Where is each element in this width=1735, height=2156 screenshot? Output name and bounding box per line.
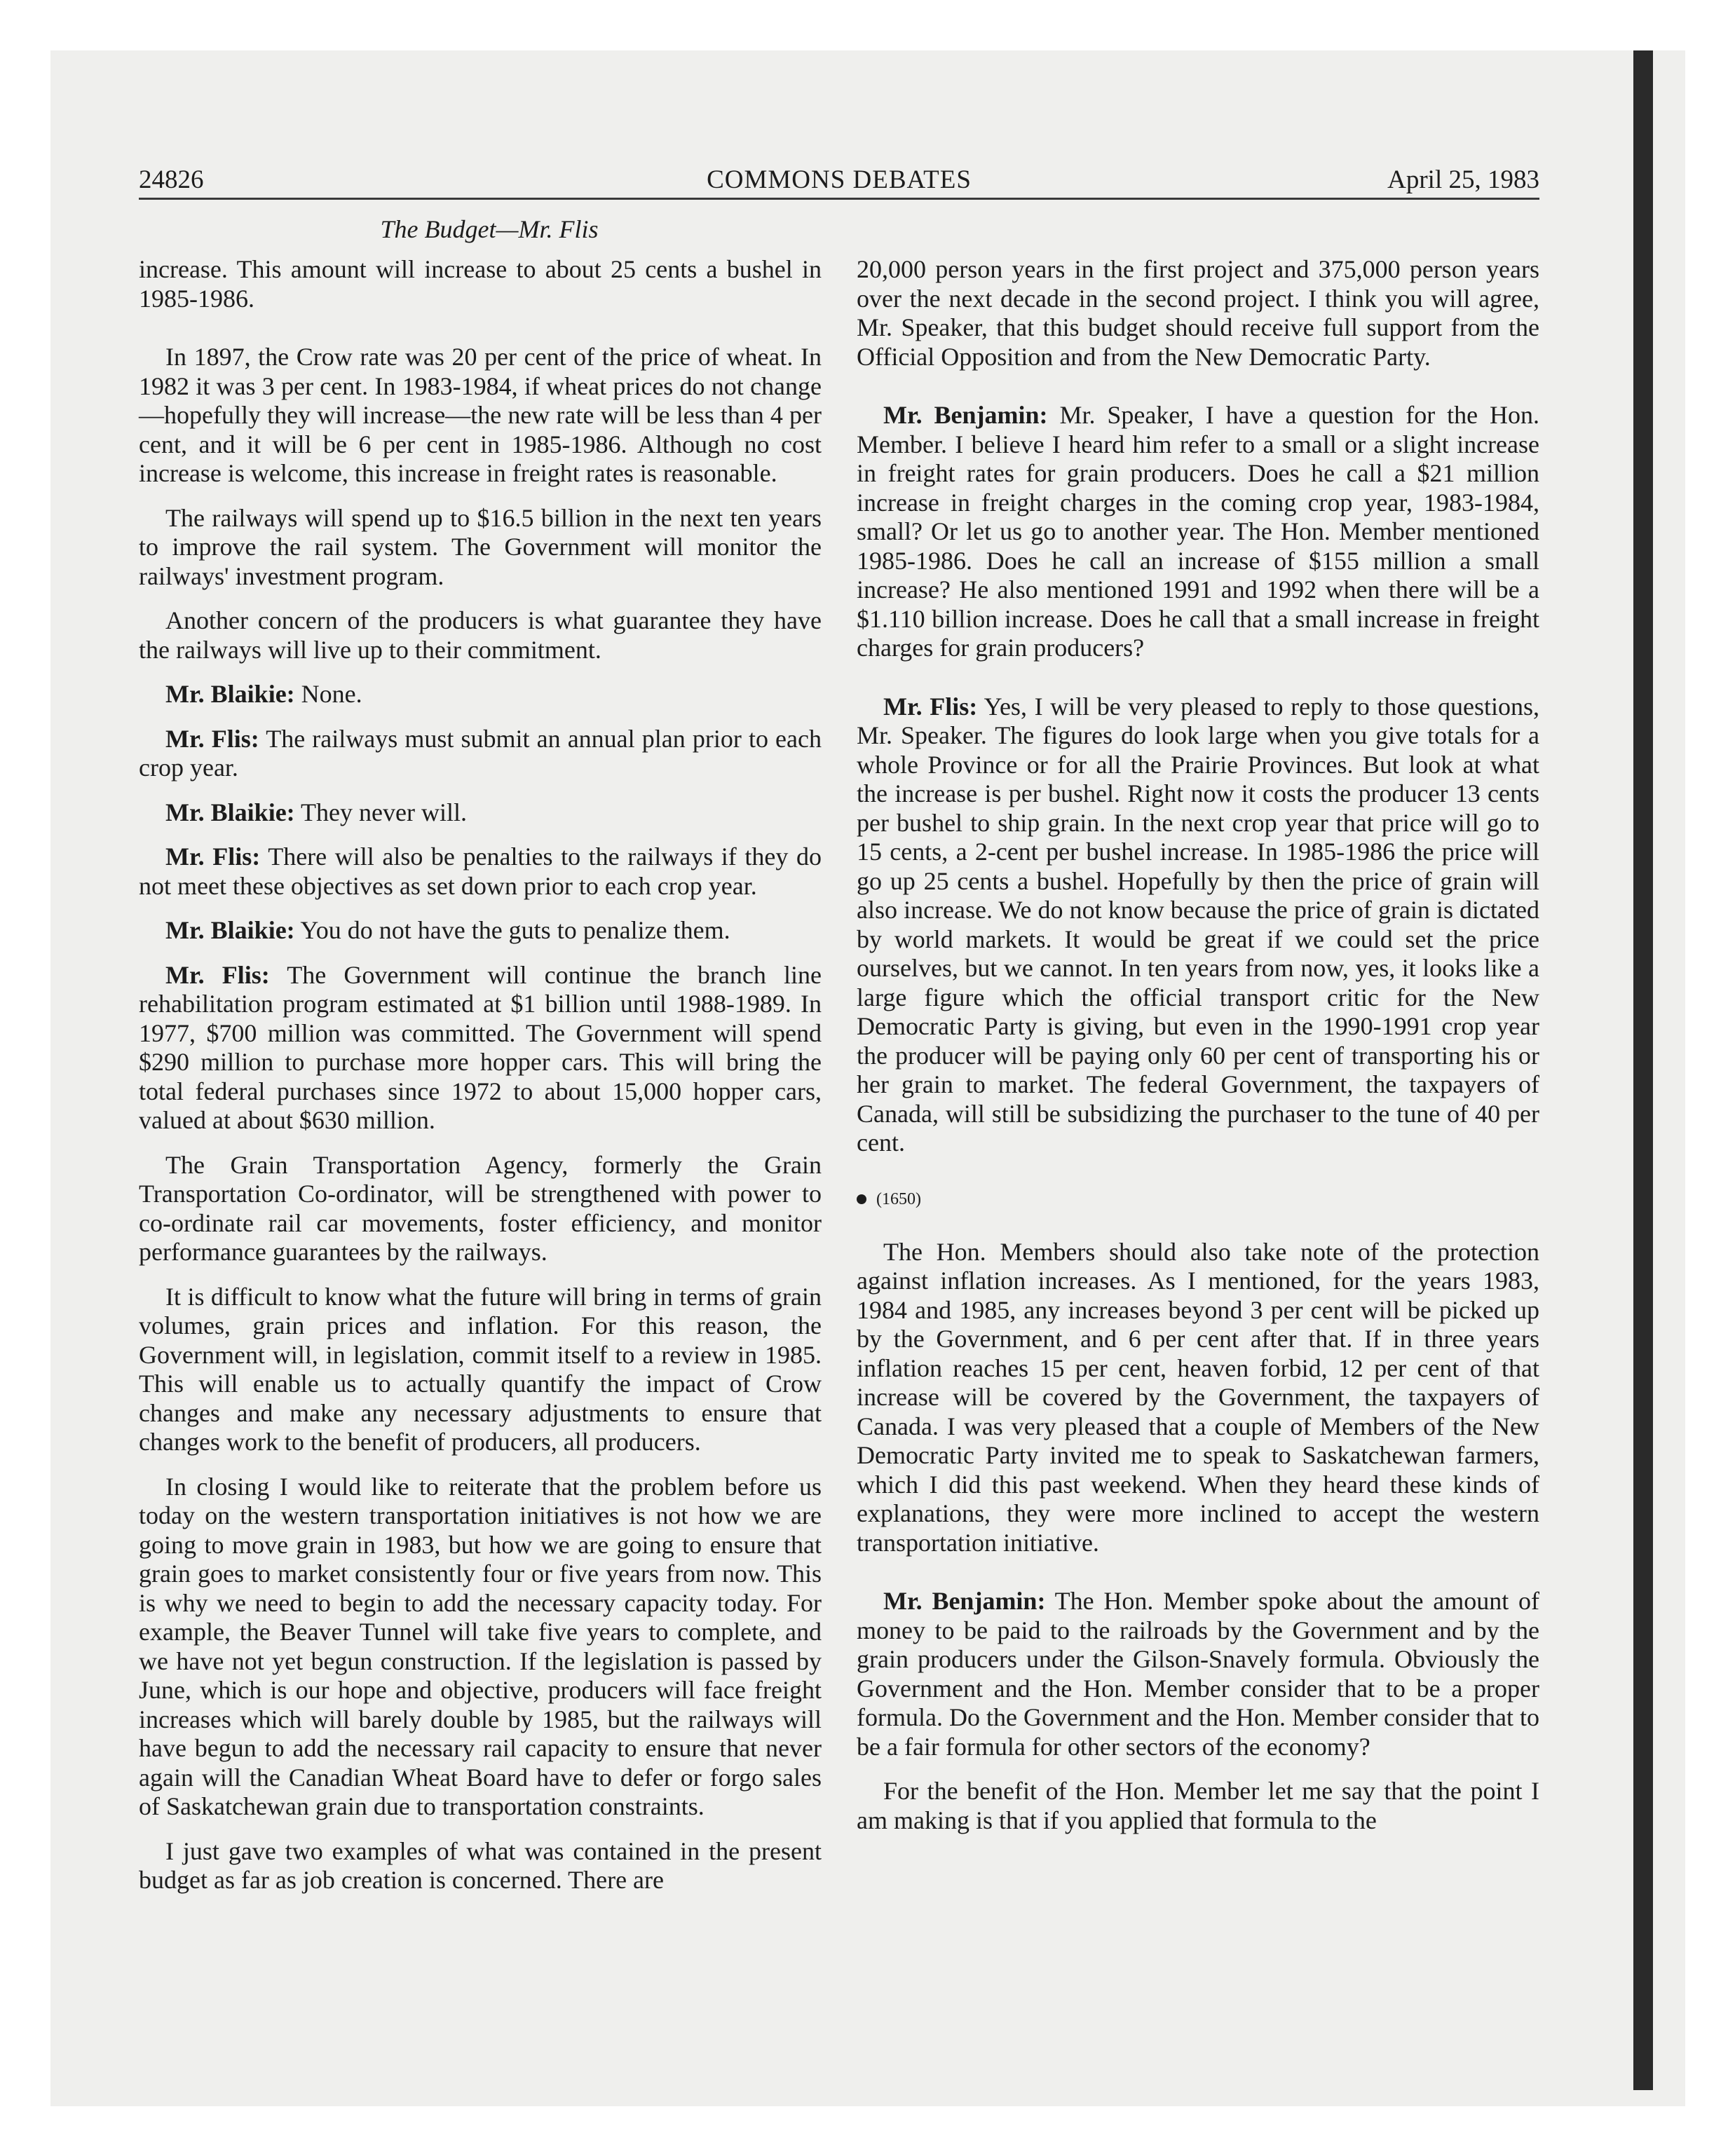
paragraph-text: The railways must submit an annual plan prior to each crop year. bbox=[139, 724, 822, 782]
paragraph-text: In 1897, the Crow rate was 20 per cent of the price of wheat. In 1982 it was 3 per cent. In 1983-1984, if wheat prices do not change—hopefully they will increase—the new rate will be less than 4 per cent, and it will be 6 per cent in 1985-1986. Although no cost increase is welcome, this increase in freight rates is reasonable. bbox=[139, 343, 822, 487]
speech-paragraph bbox=[857, 692, 1539, 1158]
paragraph-text: I just gave two examples of what was contained in the present budget as far as job creation is concerned. There are bbox=[139, 1836, 822, 1894]
speaker-name: Mr. Blaikie: bbox=[165, 798, 295, 826]
paragraph bbox=[139, 504, 822, 592]
paragraph-text: Another concern of the producers is what guarantee they have the railways will live up to their commitment. bbox=[139, 606, 822, 664]
paragraph-text: The Grain Transportation Agency, formerly the Grain Transportation Co-ordinator, will be strengthened with power to co-ordinate rail car movements, foster efficiency, and monitor performance guarantees by the railways. bbox=[139, 1150, 822, 1266]
paragraph-text: None. bbox=[301, 680, 362, 708]
speech-paragraph bbox=[139, 798, 822, 828]
scan-edge-shadow bbox=[1633, 50, 1653, 2090]
paragraph bbox=[139, 343, 822, 489]
paragraph bbox=[857, 1238, 1539, 1558]
speaker-name: Mr. Flis: bbox=[165, 960, 270, 989]
paragraph-text: The railways will spend up to $16.5 billion in the next ten years to improve the rail system. The Government will monitor the railways' investment program. bbox=[139, 503, 822, 590]
paragraph-text: 20,000 person years in the first project and 375,000 person years over the next decade in the second project. I think you will agree, Mr. Speaker, that this budget should receive full support from the Official Opposition and from the New Democratic Party. bbox=[857, 255, 1539, 371]
speaker-name: Mr. Benjamin: bbox=[883, 1587, 1046, 1615]
paragraph-text: The Hon. Members should also take note of the protection against inflation increases. As I mentioned, for the years 1983, 1984 and 1985, any increases beyond 3 per cent will be picked up by the Government, and 6 per cent after that. If in three years inflation reaches 15 per cent, heaven forbid, 12 per cent of that increase will be covered by the Government, the taxpayers of Canada. I was very pleased that a couple of Members of the New Democratic Party invited me to speak to Saskatchewan farmers, which I did this past weekend. When they heard these kinds of explanations, they were more inclined to accept the western transportation initiative. bbox=[857, 1237, 1539, 1557]
speech-paragraph bbox=[139, 916, 822, 946]
paragraph bbox=[139, 1151, 822, 1267]
page-number: 24826 bbox=[139, 165, 204, 194]
paragraph-text: You do not have the guts to penalize them. bbox=[300, 916, 730, 944]
speech-paragraph bbox=[139, 842, 822, 901]
paragraph-text: In closing I would like to reiterate that the problem before us today on the western transportation initiatives is not how we are going to move grain in 1983, but how we are going to ensure that grain goes to market consistently four or five years from now. This is why we need to begin to add the necessary capacity today. For example, the Beaver Tunnel will take five years to complete, and we have not yet begun construction. If the legislation is passed by June, which is our hope and objective, producers will face freight increases which will barely double by 1985, but the railways will have begun to add the necessary rail capacity to ensure that never again will the Canadian Wheat Board have to defer or forgo sales of Saskatchewan grain due to transportation constraints. bbox=[139, 1472, 822, 1820]
paragraph-text: Yes, I will be very pleased to reply to those questions, Mr. Speaker. The figures do look large when you give totals for a whole Province or for all the Prairie Provinces. But look at what the increase is per bushel. Right now it costs the producer 13 cents per bushel to ship grain. In the next crop year that price will go to 15 cents, a 2-cent per bushel increase. In 1985-1986 the price will go up 25 cents a bushel. Hopefully by then the price of grain will also increase. We do not know because the price of grain is dictated by world markets. It would be great if we could set the price ourselves, but we cannot. In ten years from now, yes, it looks like a large figure which the official transport critic for the New Democratic Party is giving, but even in the 1990-1991 crop year the producer will be paying only 60 per cent of transporting his or her grain to market. The federal Government, the taxpayers of Canada, will still be subsidizing the purchaser to the tune of 40 per cent. bbox=[857, 692, 1539, 1157]
paragraph-text: For the benefit of the Hon. Member let me say that the point I am making is that if you applied that formula to the bbox=[857, 1777, 1539, 1834]
publication-title: COMMONS DEBATES bbox=[707, 165, 972, 194]
speaker-name: Mr. Flis: bbox=[165, 724, 259, 753]
paragraph bbox=[139, 1473, 822, 1822]
speaker-name: Mr. Blaikie: bbox=[165, 680, 295, 708]
issue-date: April 25, 1983 bbox=[1387, 165, 1539, 194]
right-column bbox=[857, 255, 1539, 1850]
paragraph bbox=[857, 1777, 1539, 1835]
paragraph bbox=[139, 606, 822, 664]
speaker-name: Mr. Blaikie: bbox=[165, 916, 295, 944]
speaker-name: Mr. Flis: bbox=[883, 692, 978, 721]
paragraph bbox=[139, 255, 822, 313]
page-header bbox=[139, 163, 1539, 200]
paragraph-text: The Hon. Member spoke about the amount of money to be paid to the railroads by the Government and by the grain producers under the Gilson-Snavely formula. Obviously the Government and the Hon. Member consider that to be a proper formula. Do the Government and the Hon. Member consider that to be a fair formula for other sectors of the economy? bbox=[857, 1587, 1540, 1761]
speech-paragraph bbox=[139, 680, 822, 709]
paragraph-text: It is difficult to know what the future will bring in terms of grain volumes, grain prices and inflation. For this reason, the Government will, in legislation, commit itself to a review in 1985. This will enable us to actually quantify the impact of Crow changes and make any necessary adjustments to ensure that changes work to the benefit of producers, all producers. bbox=[139, 1282, 822, 1456]
paragraph-text: There will also be penalties to the railways if they do not meet these objectives as set down prior to each crop year. bbox=[139, 842, 822, 900]
paragraph bbox=[857, 255, 1539, 371]
running-head: The Budget—Mr. Flis bbox=[380, 215, 599, 243]
speaker-name: Mr. Flis: bbox=[165, 842, 261, 871]
time-marker-text: (1650) bbox=[876, 1189, 921, 1208]
speech-paragraph bbox=[857, 401, 1539, 663]
time-marker bbox=[857, 1189, 1539, 1210]
bullet-icon bbox=[857, 1194, 866, 1204]
paragraph bbox=[139, 1283, 822, 1457]
paragraph bbox=[139, 1837, 822, 1895]
speech-paragraph bbox=[139, 725, 822, 783]
paragraph-text: The Government will continue the branch line rehabilitation program estimated at $1 billion until 1988-1989. In 1977, $700 million was committed. The Government will spend $290 million to purchase more hopper cars. This will bring the total federal purchases since 1972 to about 15,000 hopper cars, valued at about $630 million. bbox=[139, 960, 822, 1134]
paragraph-text: increase. This amount will increase to about 25 cents a bushel in 1985-1986. bbox=[139, 255, 822, 313]
left-column bbox=[139, 255, 822, 1911]
paragraph-text: Mr. Speaker, I have a question for the Hon. Member. I believe I heard him refer to a small or a slight increase in freight rates for grain producers. Does he call a $21 million increase in freight charges in the coming crop year, 1983-1984, small? Or let us go to another year. The Hon. Member mentioned 1985-1986. Does he call an increase of $155 million a small increase? He also mentioned 1991 and 1992 when there will be a $1.110 billion increase. Does he call that a small increase in freight charges for grain producers? bbox=[857, 401, 1540, 662]
speech-paragraph bbox=[139, 961, 822, 1135]
paragraph-text: They never will. bbox=[301, 798, 467, 826]
speech-paragraph bbox=[857, 1587, 1539, 1761]
speaker-name: Mr. Benjamin: bbox=[883, 401, 1048, 429]
